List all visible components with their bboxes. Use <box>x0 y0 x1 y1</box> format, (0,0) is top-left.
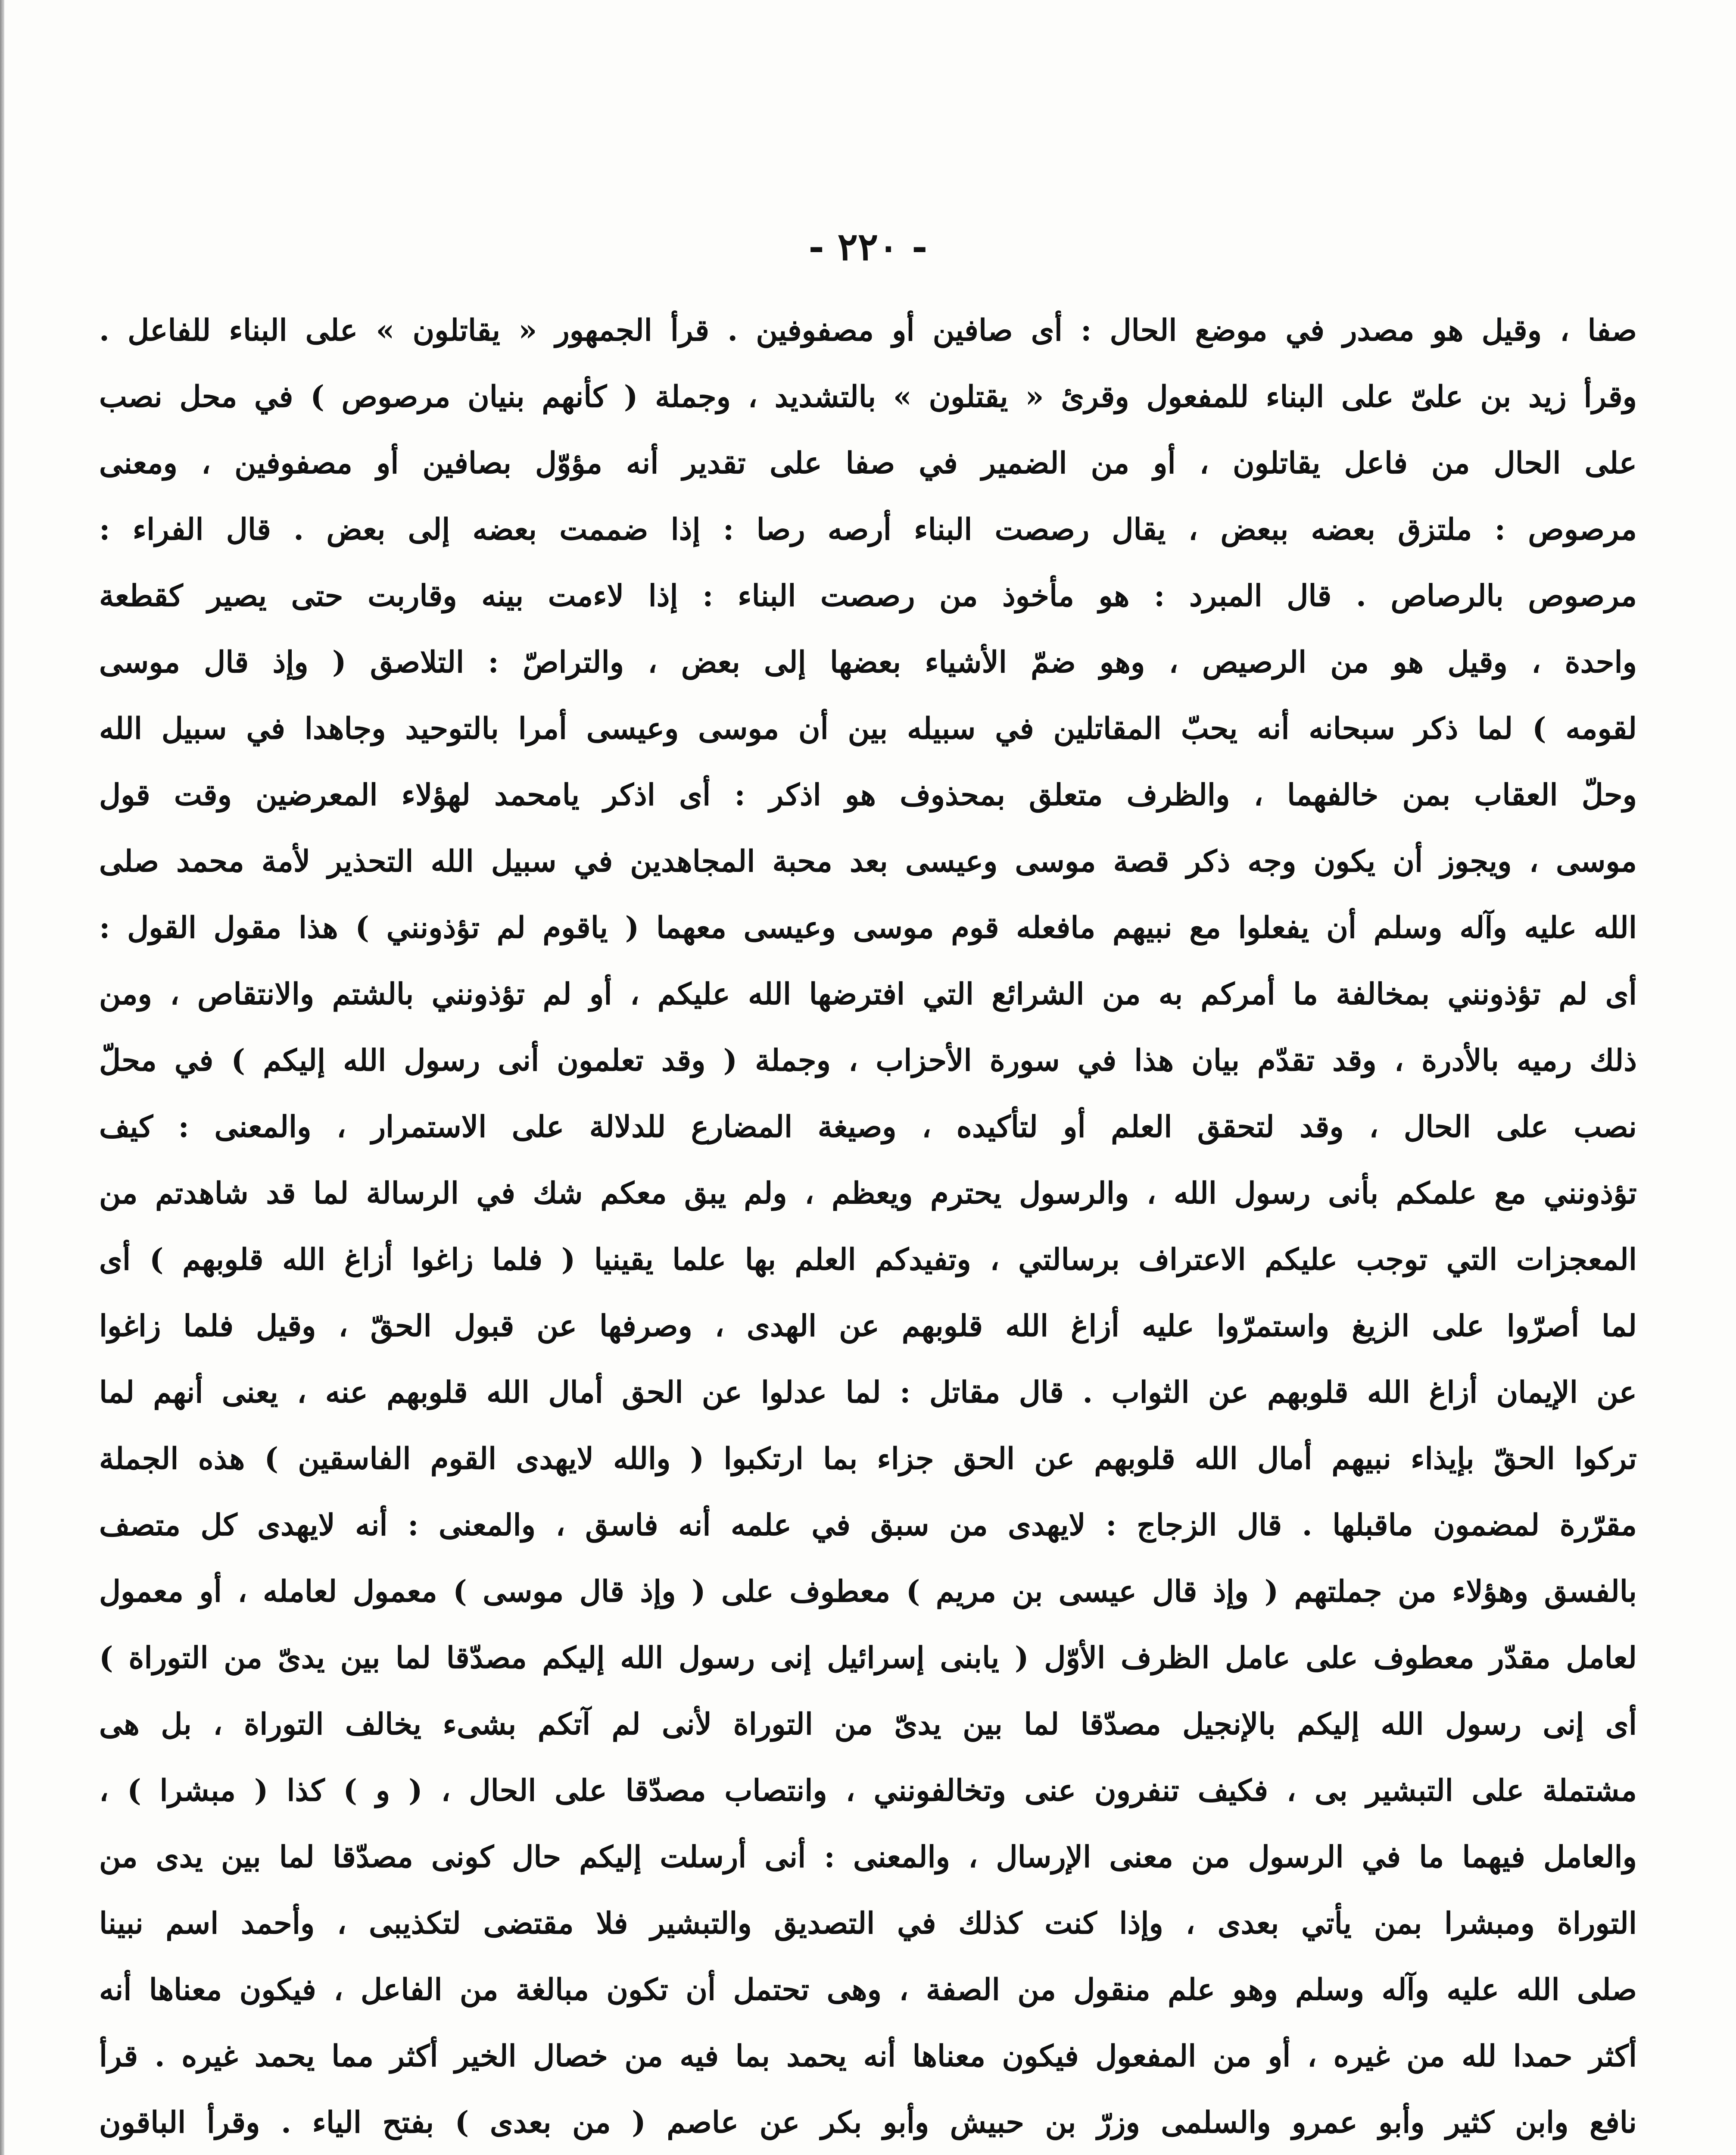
text-line: صفا ، وقيل هو مصدر في موضع الحال : أى صافين أو مصفوفين . قرأ الجمهور « يقاتلون » على البناء للفاعل . <box>99 313 1637 348</box>
text-line: وقرأ زيد بن علىّ على البناء للمفعول وقرئ « يقتلون » بالتشديد ، وجملة ( كأنهم بنيان مرصوص ) في محل نصب <box>99 379 1637 414</box>
text-line: على الحال من فاعل يقاتلون ، أو من الضمير في صفا على تقدير أنه مؤوّل بصافين أو مصفوفين ، ومعنى <box>99 446 1637 481</box>
text-line: مقرّرة لمضمون ماقبلها . قال الزجاج : لايهدى من سبق في علمه أنه فاسق ، والمعنى : أنه لايهدى كل متصف <box>99 1508 1637 1543</box>
text-line: مرصوص بالرصاص . قال المبرد : هو مأخوذ من رصصت البناء : إذا لاءمت بينه وقاربت حتى يصير كقطعة <box>99 578 1637 613</box>
binding-edge <box>0 0 4 2155</box>
text-line: مشتملة على التبشير بى ، فكيف تنفرون عنى وتخالفونني ، وانتصاب مصدّقا على الحال ، ( و ) كذا ( مبشرا ) ، <box>99 1773 1637 1808</box>
text-line: وحلّ العقاب بمن خالفهما ، والظرف متعلق بمحذوف هو اذكر : أى اذكر يامحمد لهؤلاء المعرضين وقت قول <box>99 778 1637 812</box>
text-line: لعامل مقدّر معطوف على عامل الظرف الأوّل ( يابنى إسرائيل إنى رسول الله إليكم مصدّقا لما بين يدىّ من التوراة ) <box>99 1640 1637 1675</box>
text-line: تؤذونني مع علمكم بأنى رسول الله ، والرسول يحترم ويعظم ، ولم يبق معكم شك في الرسالة لما قد شاهدتم من <box>99 1176 1637 1211</box>
text-line: واحدة ، وقيل هو من الرصيص ، وهو ضمّ الأشياء بعضها إلى بعض ، والتراصّ : التلاصق ( وإذ قال موسى <box>99 645 1637 680</box>
text-line: لقومه ) لما ذكر سبحانه أنه يحبّ المقاتلين في سبيله بين أن موسى وعيسى أمرا بالتوحيد وجاهدا في سبيل الله <box>99 711 1637 746</box>
text-line: المعجزات التي توجب عليكم الاعتراف برسالتي ، وتفيدكم العلم بها علما يقينيا ( فلما زاغوا أزاغ الله قلوبهم ) أى <box>99 1242 1637 1277</box>
text-line: الله عليه وآله وسلم أن يفعلوا مع نبيهم مافعله قوم موسى وعيسى معهما ( ياقوم لم تؤذونني ) هذا مقول القول : <box>99 910 1637 945</box>
text-line: موسى ، ويجوز أن يكون وجه ذكر قصة موسى وعيسى بعد محبة المجاهدين في سبيل الله التحذير لأمة محمد صلى <box>99 844 1637 879</box>
text-line: نصب على الحال ، وقد لتحقق العلم أو لتأكيده ، وصيغة المضارع للدلالة على الاستمرار ، والمعنى : كيف <box>99 1109 1637 1144</box>
text-line: ذلك رميه بالأدرة ، وقد تقدّم بيان هذا في سورة الأحزاب ، وجملة ( وقد تعلمون أنى رسول الله إليكم ) في محلّ <box>99 1043 1637 1078</box>
text-line: نافع وابن كثير وأبو عمرو والسلمى وزرّ بن حبيش وأبو بكر عن عاصم ( من بعدى ) بفتح الياء . وقرأ الباقون <box>99 2105 1637 2140</box>
text-line: والعامل فيهما ما في الرسول من معنى الإرسال ، والمعنى : أنى أرسلت إليكم حال كونى مصدّقا لما بين يدى من <box>99 1840 1637 1874</box>
text-line: أى إنى رسول الله إليكم بالإنجيل مصدّقا لما بين يدىّ من التوراة لأنى لم آتكم بشىء يخالف التوراة ، بل هى <box>99 1707 1637 1742</box>
text-line: التوراة ومبشرا بمن يأتي بعدى ، وإذا كنت كذلك في التصديق والتبشير فلا مقتضى لتكذيبى ، وأحمد اسم نبينا <box>99 1906 1637 1941</box>
body-text <box>99 297 1637 2155</box>
text-line: عن الإيمان أزاغ الله قلوبهم عن الثواب . قال مقاتل : لما عدلوا عن الحق أمال الله قلوبهم عنه ، يعنى أنهم لما <box>99 1375 1637 1410</box>
text-line: لما أصرّوا على الزيغ واستمرّوا عليه أزاغ الله قلوبهم عن الهدى ، وصرفها عن قبول الحقّ ، وقيل فلما زاغوا <box>99 1309 1637 1343</box>
text-line: صلى الله عليه وآله وسلم وهو علم منقول من الصفة ، وهى تحتمل أن تكون مبالغة من الفاعل ، فيكون معناها أنه <box>99 1972 1637 2007</box>
page-number: - ٢٢٠ - <box>808 224 928 269</box>
text-line: أكثر حمدا لله من غيره ، أو من المفعول فيكون معناها أنه يحمد بما فيه من خصال الخير أكثر مما يحمد غيره . قرأ <box>99 2039 1637 2074</box>
text-line: بالفسق وهؤلاء من جملتهم ( وإذ قال عيسى بن مريم ) معطوف على ( وإذ قال موسى ) معمول لعامله ، أو معمول <box>99 1574 1637 1609</box>
text-line: أى لم تؤذونني بمخالفة ما أمركم به من الشرائع التي افترضها الله عليكم ، أو لم تؤذونني بالشتم والانتقاص ، ومن <box>99 977 1637 1012</box>
text-line: مرصوص : ملتزق بعضه ببعض ، يقال رصصت البناء أرصه رصا : إذا ضممت بعضه إلى بعض . قال الفراء : <box>99 512 1637 547</box>
text-line: تركوا الحقّ بإيذاء نبيهم أمال الله قلوبهم عن الحق جزاء بما ارتكبوا ( والله لايهدى القوم الفاسقين ) هذه الجملة <box>99 1441 1637 1476</box>
